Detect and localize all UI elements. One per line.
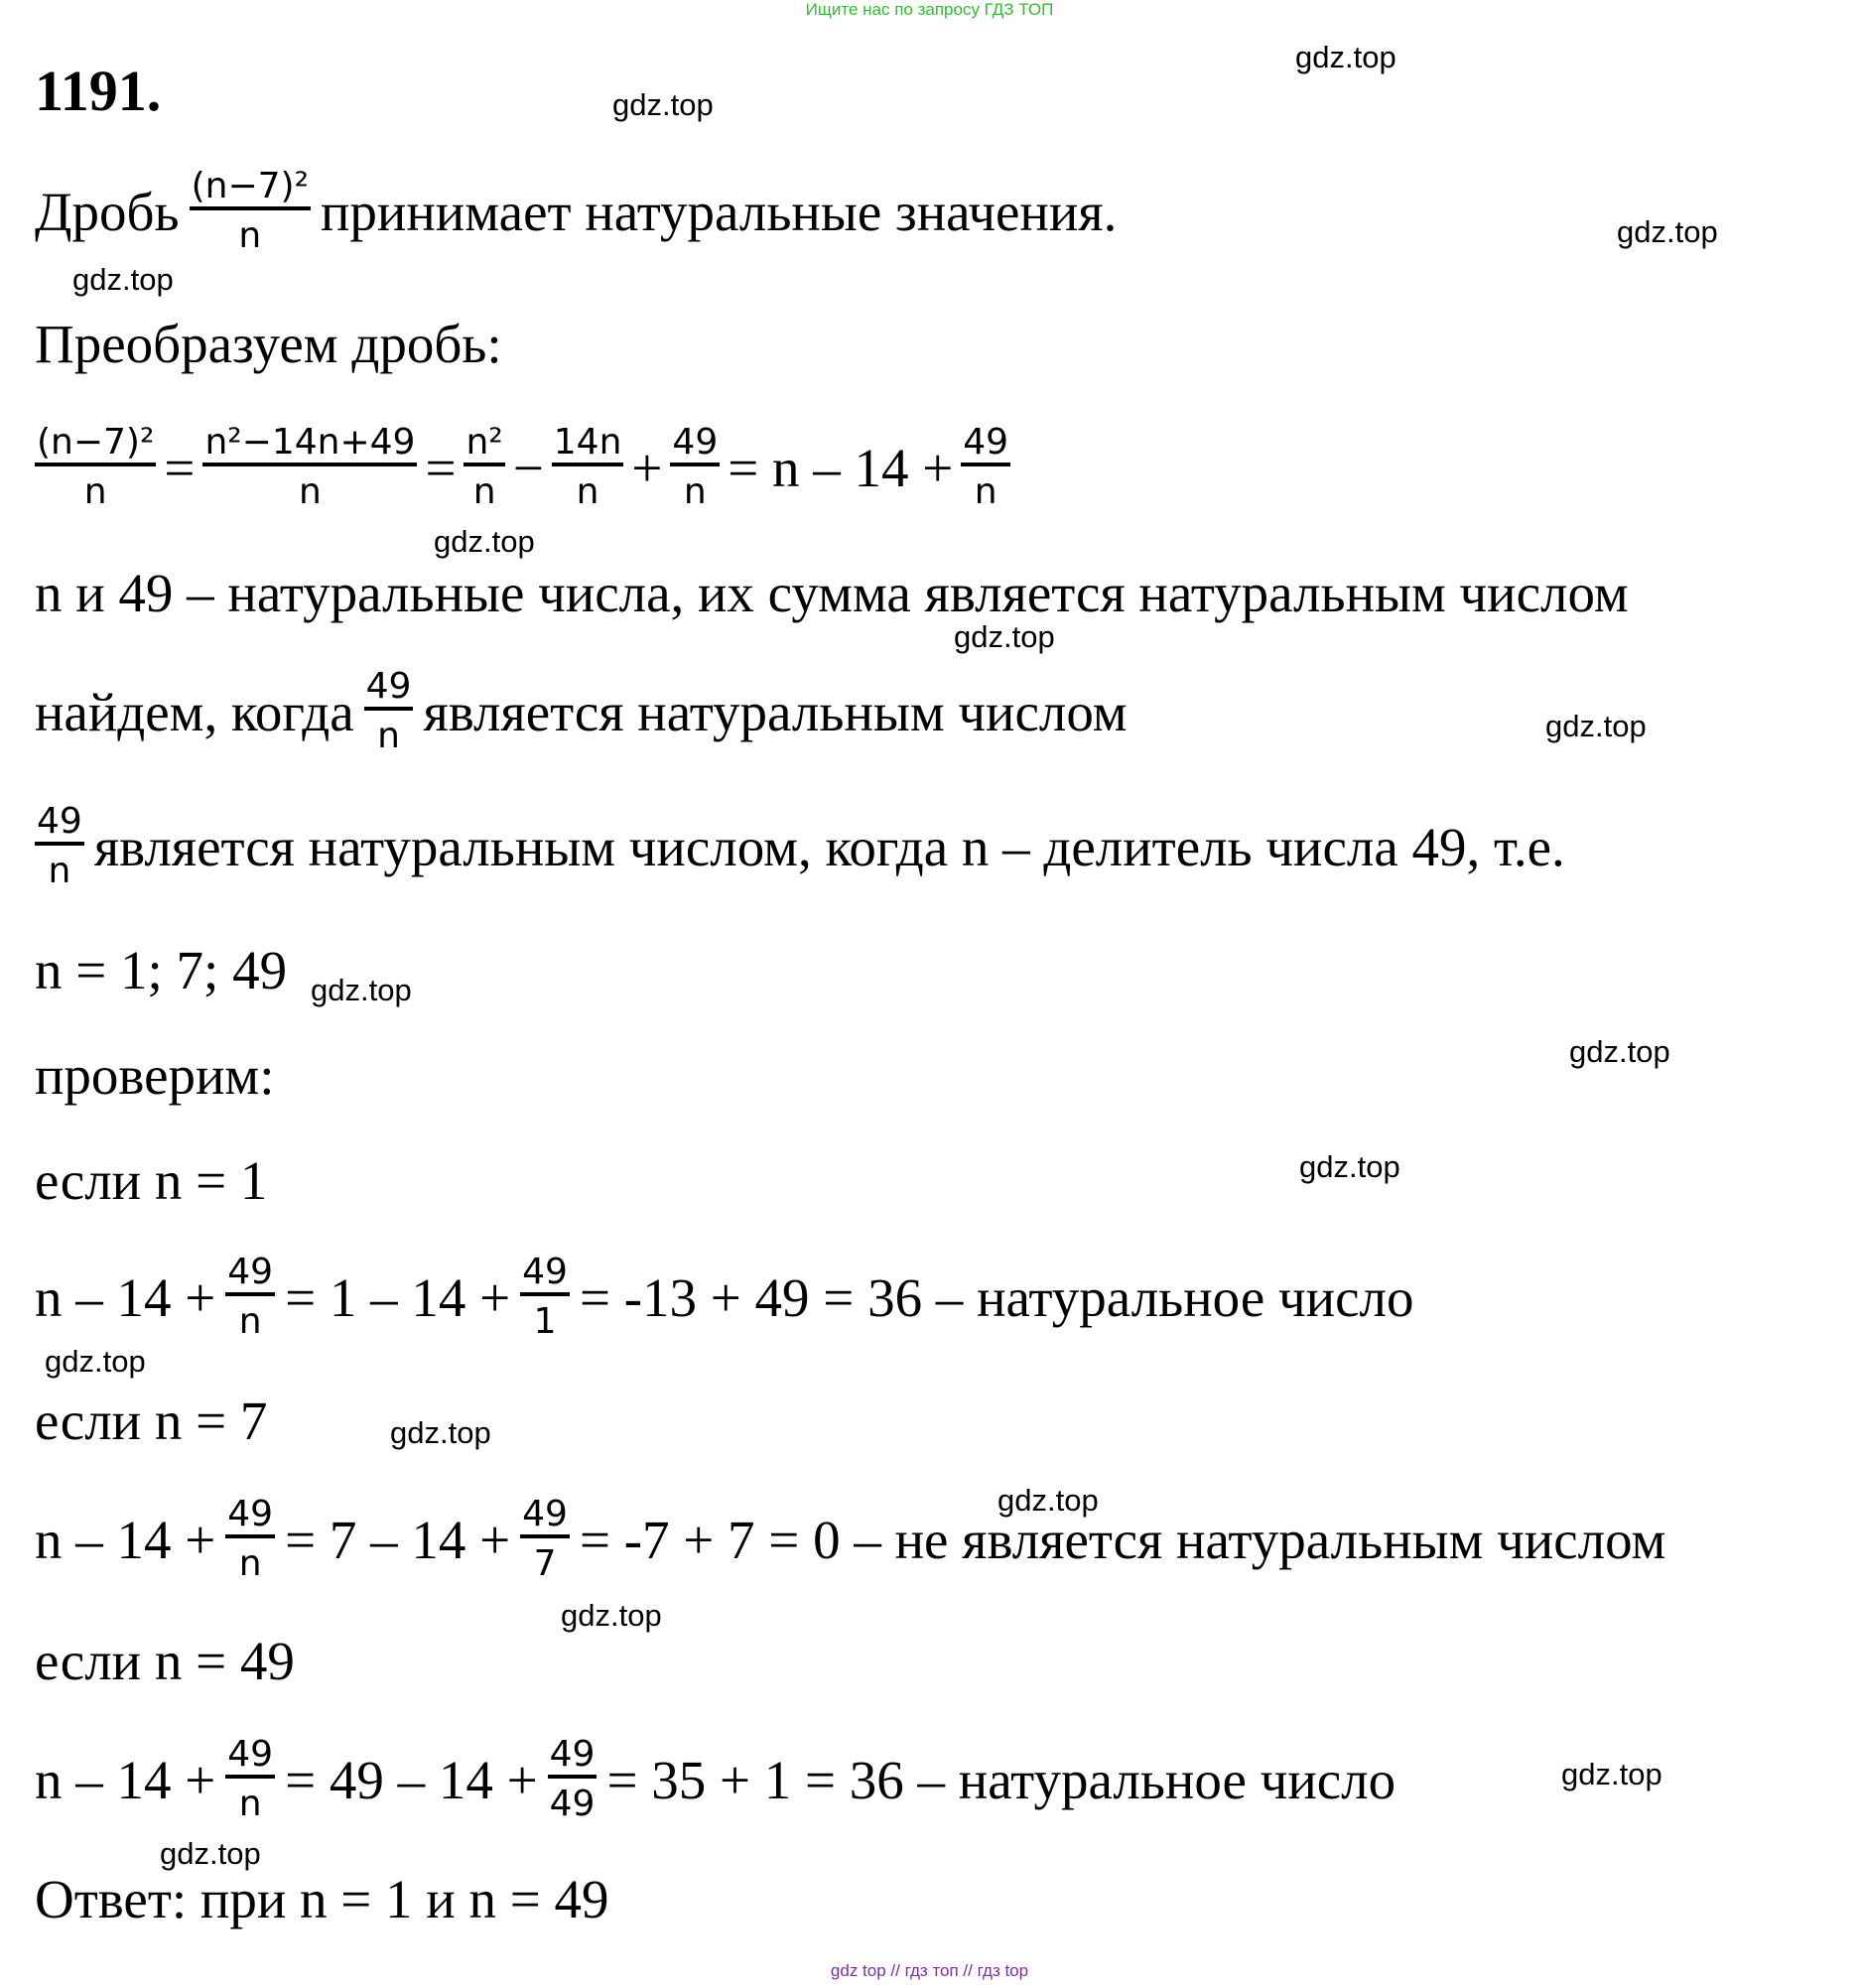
fraction: $\frac{49}{n}$ [227,1252,274,1342]
watermark: gdz.top [612,87,714,122]
fraction: $\frac{49}{49}$ [549,1734,596,1824]
check-heading: проверим: [35,1045,275,1106]
watermark: gdz.top [160,1836,261,1871]
transform-equation: $\frac{\text{(n−7)²}}{n}$ = $\frac{\text{n²−14n+49}}{n}$ = $\frac{\text{n²}}{n}$ − $\frac{14n}{n}$ + $\frac{49}{n}$ = n – 14 + $\frac{49}{n}$ [37,422,1009,512]
fraction: $\frac{\text{(n−7)²}}{n}$ [191,166,309,256]
case-equation: n – 14 + $\frac{49}{n}$ = 7 – 14 + $\frac{49}{7}$ = -7 + 7 = 0 – не является натуральным числом [35,1494,1666,1584]
fraction: $\frac{49}{n}$ [963,422,1009,512]
fraction: $\frac{49}{n}$ [37,801,82,891]
watermark: gdz.top [1545,709,1647,743]
watermark: gdz.top [390,1415,491,1450]
statement-line: Дробь $\frac{\text{(n−7)²}}{n}$ принимает натуральные значения. [35,166,1118,256]
case-heading: если n = 49 [35,1631,295,1691]
fraction: $\frac{14n}{n}$ [553,422,622,512]
fraction: $\frac{49}{1}$ [522,1252,568,1342]
watermark: gdz.top [72,262,174,297]
reasoning-line: найдем, когда $\frac{49}{n}$ является натуральным числом [35,666,1128,756]
fraction: $\frac{\text{n²}}{n}$ [465,422,503,512]
watermark: gdz.top [954,619,1055,654]
watermark: gdz.top [311,973,412,1007]
top-banner: Ищите нас по запросу ГДЗ ТОП [805,0,1054,19]
case-equation: n – 14 + $\frac{49}{n}$ = 1 – 14 + $\frac{49}{1}$ = -13 + 49 = 36 – натуральное число [35,1252,1414,1342]
case-equation: n – 14 + $\frac{49}{n}$ = 49 – 14 + $\frac{49}{49}$ = 35 + 1 = 36 – натуральное число [35,1734,1396,1824]
watermark: gdz.top [997,1483,1099,1518]
divisors-line: n = 1; 7; 49 [35,940,288,1000]
case-heading: если n = 1 [35,1150,268,1211]
fraction: $\frac{49}{n}$ [672,422,719,512]
watermark: gdz.top [1569,1034,1670,1069]
reasoning-line: $\frac{49}{n}$ является натуральным числом, когда n – делитель числа 49, т.е. [37,801,1565,891]
reasoning-line: n и 49 – натуральные числа, их сумма является натуральным числом [35,563,1629,623]
watermark: gdz.top [45,1344,146,1379]
watermark: gdz.top [434,524,535,559]
watermark: gdz.top [1299,1149,1400,1184]
watermark: gdz.top [1617,214,1718,249]
answer-line: Ответ: при n = 1 и n = 49 [35,1869,609,1929]
fraction: $\frac{49}{n}$ [227,1494,274,1584]
watermark: gdz.top [1295,40,1396,74]
fraction: $\frac{\text{(n−7)²}}{n}$ [37,422,155,512]
bottom-banner: gdz top // гдз топ // гдз top [830,1961,1029,1980]
fraction: $\frac{\text{n²−14n+49}}{n}$ [204,422,416,512]
task-number: 1191. [35,59,162,123]
transform-heading: Преобразуем дробь: [35,314,502,374]
case-heading: если n = 7 [35,1391,268,1451]
watermark: gdz.top [561,1598,662,1633]
watermark: gdz.top [1561,1757,1662,1791]
fraction: $\frac{49}{7}$ [522,1494,568,1584]
fraction: $\frac{49}{n}$ [365,666,412,756]
fraction: $\frac{49}{n}$ [227,1734,274,1824]
